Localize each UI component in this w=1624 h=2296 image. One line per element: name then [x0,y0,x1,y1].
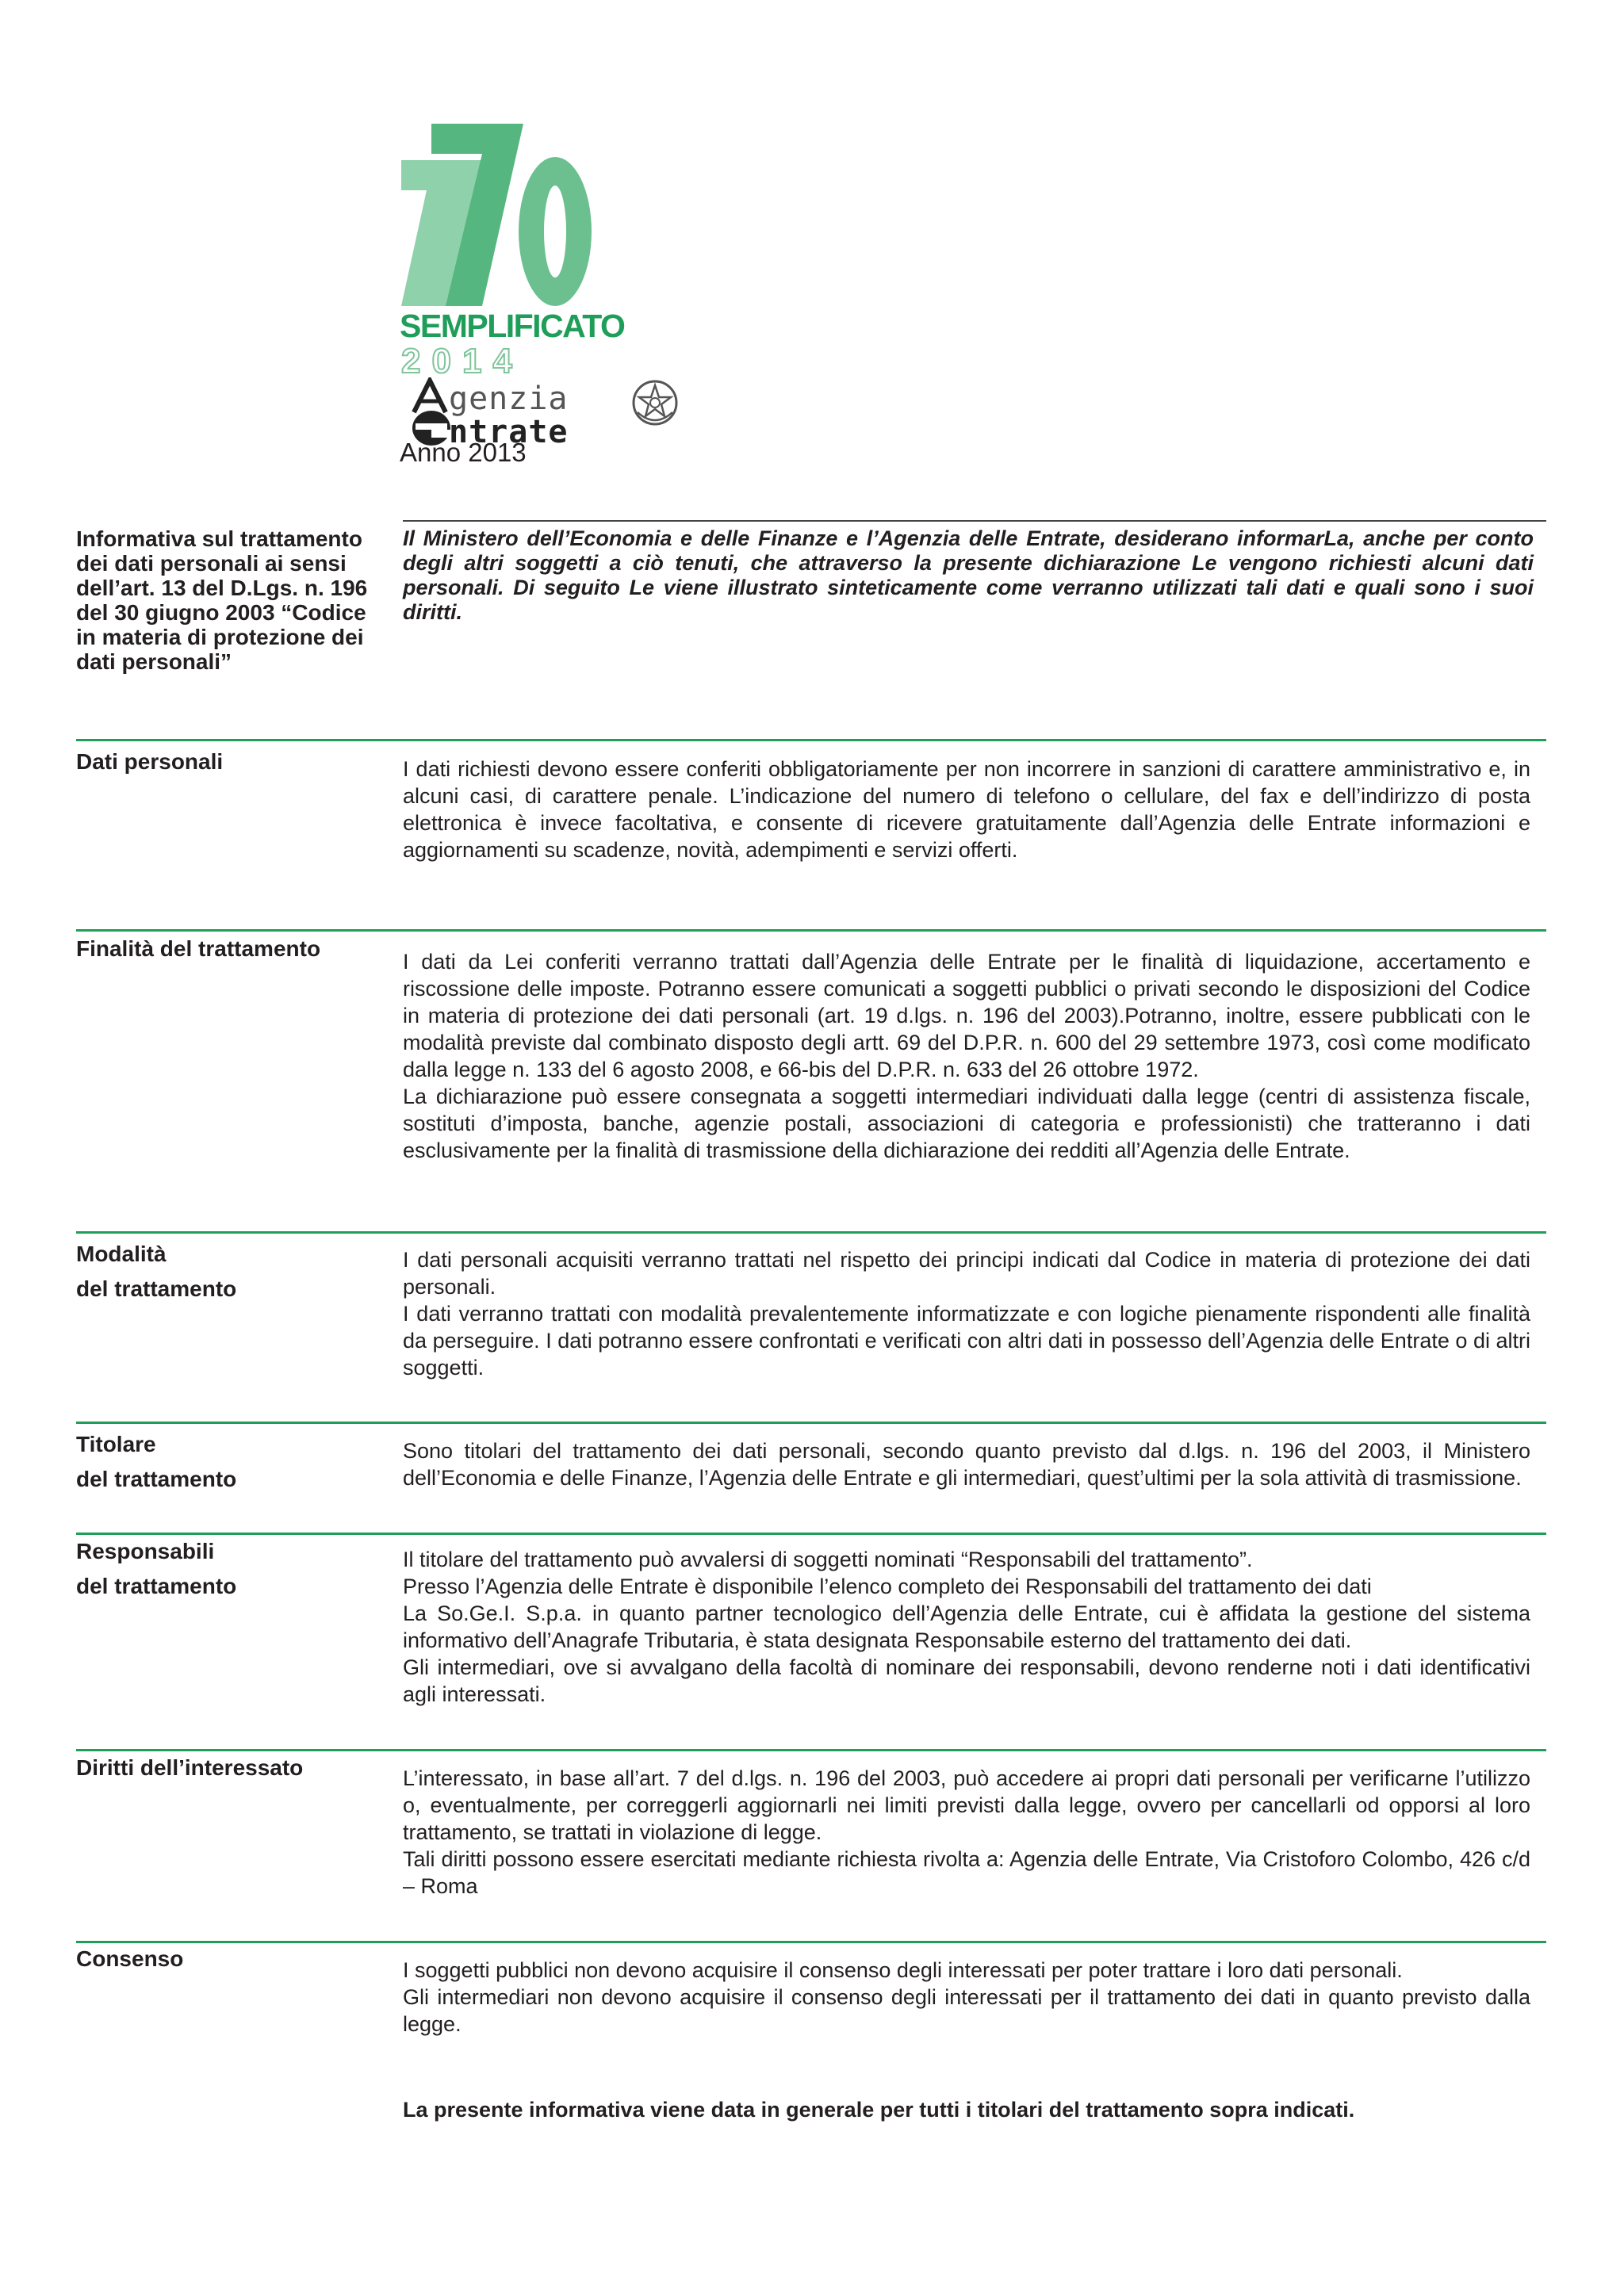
section-body-modalita [403,1246,1530,1381]
model-name: SEMPLIFICATO [400,308,625,344]
section-divider [76,1941,1546,1943]
heading-line: del trattamento [76,1574,237,1598]
section-divider [76,739,1546,741]
paragraph: Gli intermediari, ove si avvalgano della facoltà di nominare dei responsabili, devono renderne noti i dati identificativi agli interessati. [403,1655,1530,1706]
section-body-responsabili [403,1546,1530,1708]
section-body-finalita [403,948,1530,1164]
heading-line: Responsabili [76,1539,215,1563]
tax-year-label: Anno 2013 [400,438,527,467]
heading-line: del trattamento [76,1276,237,1301]
agency-name-line1: genzia [449,381,569,417]
form-logo [400,119,685,476]
section-heading-modalita [76,1237,377,1307]
section-divider [76,1749,1546,1751]
section-heading-dati-personali: Dati personali [76,749,224,774]
section-heading-titolare [76,1427,377,1497]
intro-text: Il Ministero dell’Economia e delle Finanze e l’Agenzia delle Entrate, desiderano informarLa, anche per conto degli altri soggetti a ciò tenuti, che attraverso la presente dichiarazione Le vengono richiesti alcuni dati personali. Di seguito Le viene illustrato sinteticamente come verranno utilizzati tali dati e quali sono i suoi diritti. [403,526,1534,624]
paragraph: Gli intermediari non devono acquisire il consenso degli interessati per il trattamento dei dati in quanto previsto dalla legge. [403,1985,1530,2036]
paragraph: L’interessato, in base all’art. 7 del d.lgs. n. 196 del 2003, può accedere ai propri dati personali per verificarne l’utilizzo o, eventualmente, per correggerli aggiornarli nei limiti previsti dalla legge, ovvero per cancellarli od opporsi al loro trattamento, se trattati in violazione di legge. [403,1766,1530,1844]
paragraph: I dati da Lei conferiti verranno trattati dall’Agenzia delle Entrate per le finalità di liquidazione, accertamento e riscossione delle imposte. Potranno essere comunicati a soggetti pubblici o privati secondo le disposizioni del Codice in materia di protezione dei dati personali (art. 19 d.lgs. n. 196 del 2003).Potranno, inoltre, essere pubblicati con le modalità previste dal combinato disposto degli artt. 69 del D.P.R. n. 600 del 29 settembre 1973, così come modificato dalla legge n. 133 del 6 agosto 2008, e 66-bis del D.P.R. n. 633 del 26 ottobre 1972. [403,950,1530,1081]
section-divider [76,1422,1546,1424]
section-body-diritti [403,1765,1530,1900]
section-divider [76,1231,1546,1234]
section-divider [76,929,1546,932]
section-body-titolare [403,1437,1530,1491]
header-divider [403,520,1546,522]
paragraph: I dati personali acquisiti verranno trattati nel rispetto dei principi indicati dal Codice in materia di protezione dei dati personali. [403,1248,1530,1299]
model-year: 2014 [401,342,523,381]
closing-statement: La presente informativa viene data in generale per tutti i titolari del trattamento sopra indicati. [403,2098,1355,2122]
section-body-consenso [403,1957,1530,2038]
paragraph: La dichiarazione può essere consegnata a soggetti intermediari individuati dalla legge (centri di assistenza fiscale, sostituti d’imposta, banche, agenzie postali, associazioni di categoria e professionisti) che tratteranno i dati esclusivamente per la finalità di trasmissione della dichiarazione dei redditi all’Agenzia delle Entrate. [403,1085,1530,1162]
paragraph: I dati verranno trattati con modalità prevalentemente informatizzate e con logiche pienamente rispondenti alle finalità da perseguire. I dati potranno essere confrontati e verificati con altri dati in possesso dell’Agenzia delle Entrate o di altri soggetti. [403,1302,1530,1380]
paragraph: I soggetti pubblici non devono acquisire il consenso degli interessati per poter trattare i loro dati personali. [403,1958,1403,1982]
section-heading-diritti: Diritti dell’interessato [76,1755,304,1780]
heading-line: Modalità [76,1242,167,1266]
section-heading-responsabili [76,1534,377,1604]
paragraph: Tali diritti possono essere esercitati mediante richiesta rivolta a: Agenzia delle Entrate, Via Cristoforo Colombo, 426 c/d – Roma [403,1847,1530,1898]
agency-name-line2: ntrate [449,414,569,450]
paragraph: Il titolare del trattamento può avvalersi di soggetti nominati “Responsabili del trattamento”. [403,1548,1253,1571]
paragraph: Sono titolari del trattamento dei dati personali, secondo quanto previsto dal d.lgs. n. 196 del 2003, il Ministero dell’Economia e delle Finanze, l’Agenzia delle Entrate e gli intermediari, quest’ultimi per la sola attività di trasmissione. [403,1439,1530,1490]
intro-heading: Informativa sul trattamento dei dati personali ai sensi dell’art. 13 del D.Lgs. n. 196 del 30 giugno 2003 “Codice in materia di protezione dei dati personali” [76,526,368,674]
section-body-dati-personali [403,756,1530,863]
section-heading-consenso: Consenso [76,1946,184,1971]
model-770-logo-icon [400,119,598,317]
paragraph: Presso l’Agenzia delle Entrate è disponibile l’elenco completo dei Responsabili del trattamento dei dati [403,1575,1372,1598]
paragraph: I dati richiesti devono essere conferiti obbligatoriamente per non incorrere in sanzioni di carattere amministrativo e, in alcuni casi, di carattere penale. L’indicazione del numero di telefono o cellulare, del fax e dell’indirizzo di posta elettronica è invece facoltativa, e consente di ricevere gratuitamente dall’Agenzia delle Entrate informazioni e aggiornamenti su scadenze, novità, adempimenti e servizi offerti. [403,757,1530,862]
heading-line: Titolare [76,1432,156,1456]
italian-republic-emblem-icon [631,377,679,428]
heading-line: del trattamento [76,1467,237,1491]
paragraph: La So.Ge.I. S.p.a. in quanto partner tecnologico dell’Agenzia delle Entrate, cui è affidata la gestione del sistema informativo dell’Anagrafe Tributaria, è stata designata Responsabile esterno del trattamento dei dati. [403,1601,1530,1652]
section-heading-finalita: Finalità del trattamento [76,936,321,961]
